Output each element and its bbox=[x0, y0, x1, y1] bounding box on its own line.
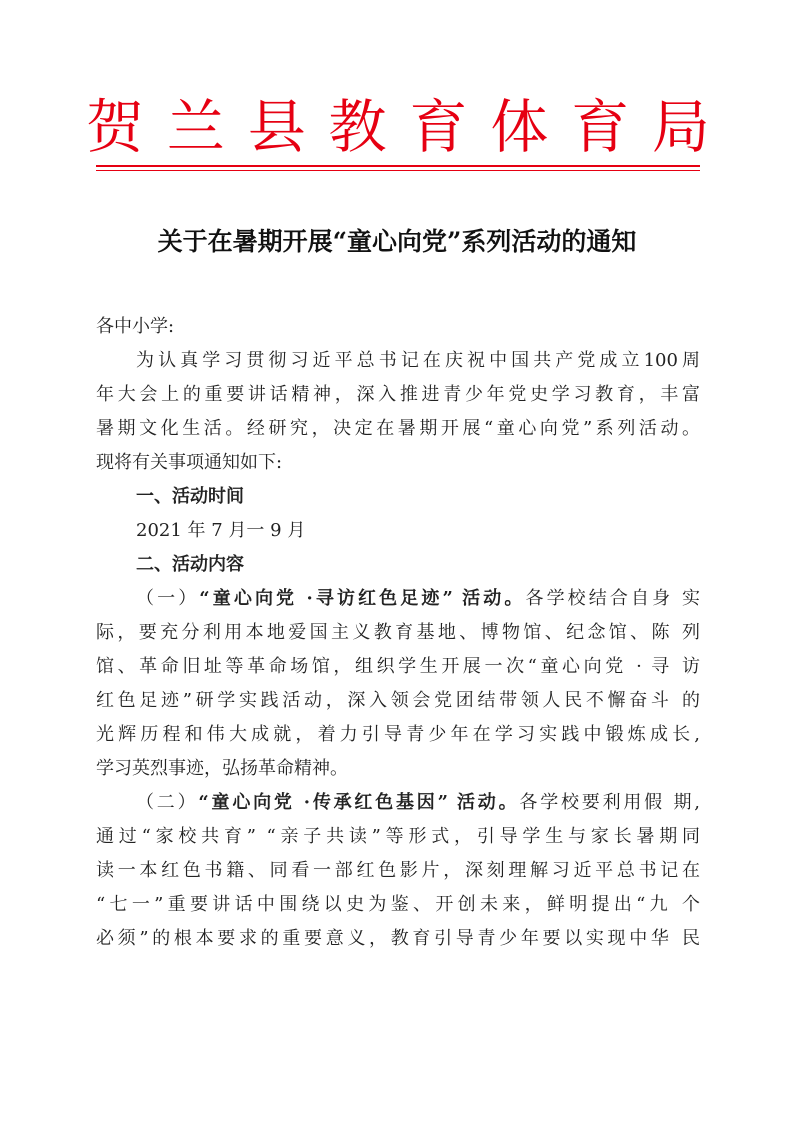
masthead-char: 县 bbox=[247, 93, 306, 161]
masthead-char: 育 bbox=[409, 93, 468, 161]
masthead-char: 体 bbox=[490, 93, 549, 161]
intro-line: 现将有关事项通知如下: bbox=[96, 452, 283, 473]
masthead-char: 育 bbox=[571, 93, 630, 161]
item-2-line: 通过“家校共育” “亲子共读”等形式，引导学生与家长暑期同 bbox=[96, 826, 700, 847]
document-title: 关于在暑期开展“童心向党”系列活动的通知 bbox=[157, 227, 637, 256]
masthead-char: 局 bbox=[651, 93, 710, 161]
activity-time-text: 2021 年 7 月一 9 月 bbox=[136, 520, 306, 541]
section-heading-time: 一、活动时间 bbox=[136, 486, 244, 507]
item-1-first-line bbox=[96, 582, 700, 616]
intro-line: 为认真学习贯彻习近平总书记在庆祝中国共产党成立100周 bbox=[136, 350, 700, 371]
item-2-title: “童心向党 ·传承红色基因” 活动。 bbox=[198, 792, 520, 813]
item-1-line: 际，要充分利用本地爱国主义教育基地、博物馆、纪念馆、陈 列 bbox=[96, 622, 700, 643]
masthead-char: 教 bbox=[328, 93, 387, 161]
item-1-line: 学习英烈事迹，弘扬革命精神。 bbox=[96, 758, 348, 779]
item-2-line: 必须”的根本要求的重要意义，教育引导青少年要以实现中华 民 bbox=[96, 928, 700, 949]
item-2-first-text: 各学校要利用假 期, bbox=[519, 792, 700, 813]
item-1-line: 馆、革命旧址等革命场馆，组织学生开展一次“童心向党 · 寻 访 bbox=[96, 656, 700, 677]
masthead-org-name bbox=[86, 92, 710, 162]
intro-line: 暑期文化生活。经研究，决定在暑期开展“童心向党”系列活动。 bbox=[96, 418, 700, 439]
document-body bbox=[96, 310, 700, 956]
item-2-line: 读一本红色书籍、同看一部红色影片，深刻理解习近平总书记在 bbox=[96, 860, 700, 881]
masthead-char: 兰 bbox=[166, 93, 225, 161]
salutation: 各中小学: bbox=[96, 316, 175, 337]
item-2-prefix: （二） bbox=[136, 792, 199, 813]
item-1-line: 红色足迹”研学实践活动，深入领会党团结带领人民不懈奋斗 的 bbox=[96, 690, 700, 711]
item-1-prefix: （一） bbox=[136, 588, 200, 609]
item-2-line: “七一”重要讲话中围绕以史为鉴、开创未来，鲜明提出“九 个 bbox=[96, 894, 700, 915]
masthead-char: 贺 bbox=[86, 93, 145, 161]
item-1-first-text: 各学校结合自身 实 bbox=[525, 588, 700, 609]
item-2-first-line bbox=[96, 786, 700, 820]
masthead-divider-thick bbox=[96, 165, 700, 167]
item-1-line: 光辉历程和伟大成就，着力引导青少年在学习实践中锻炼成长, bbox=[96, 724, 700, 745]
item-1-title: “童心向党 ·寻访红色足迹” 活动。 bbox=[199, 588, 526, 609]
masthead-divider-thin bbox=[96, 170, 700, 171]
intro-line: 年大会上的重要讲话精神，深入推进青少年党史学习教育，丰富 bbox=[96, 384, 700, 405]
section-heading-content: 二、活动内容 bbox=[136, 554, 244, 575]
